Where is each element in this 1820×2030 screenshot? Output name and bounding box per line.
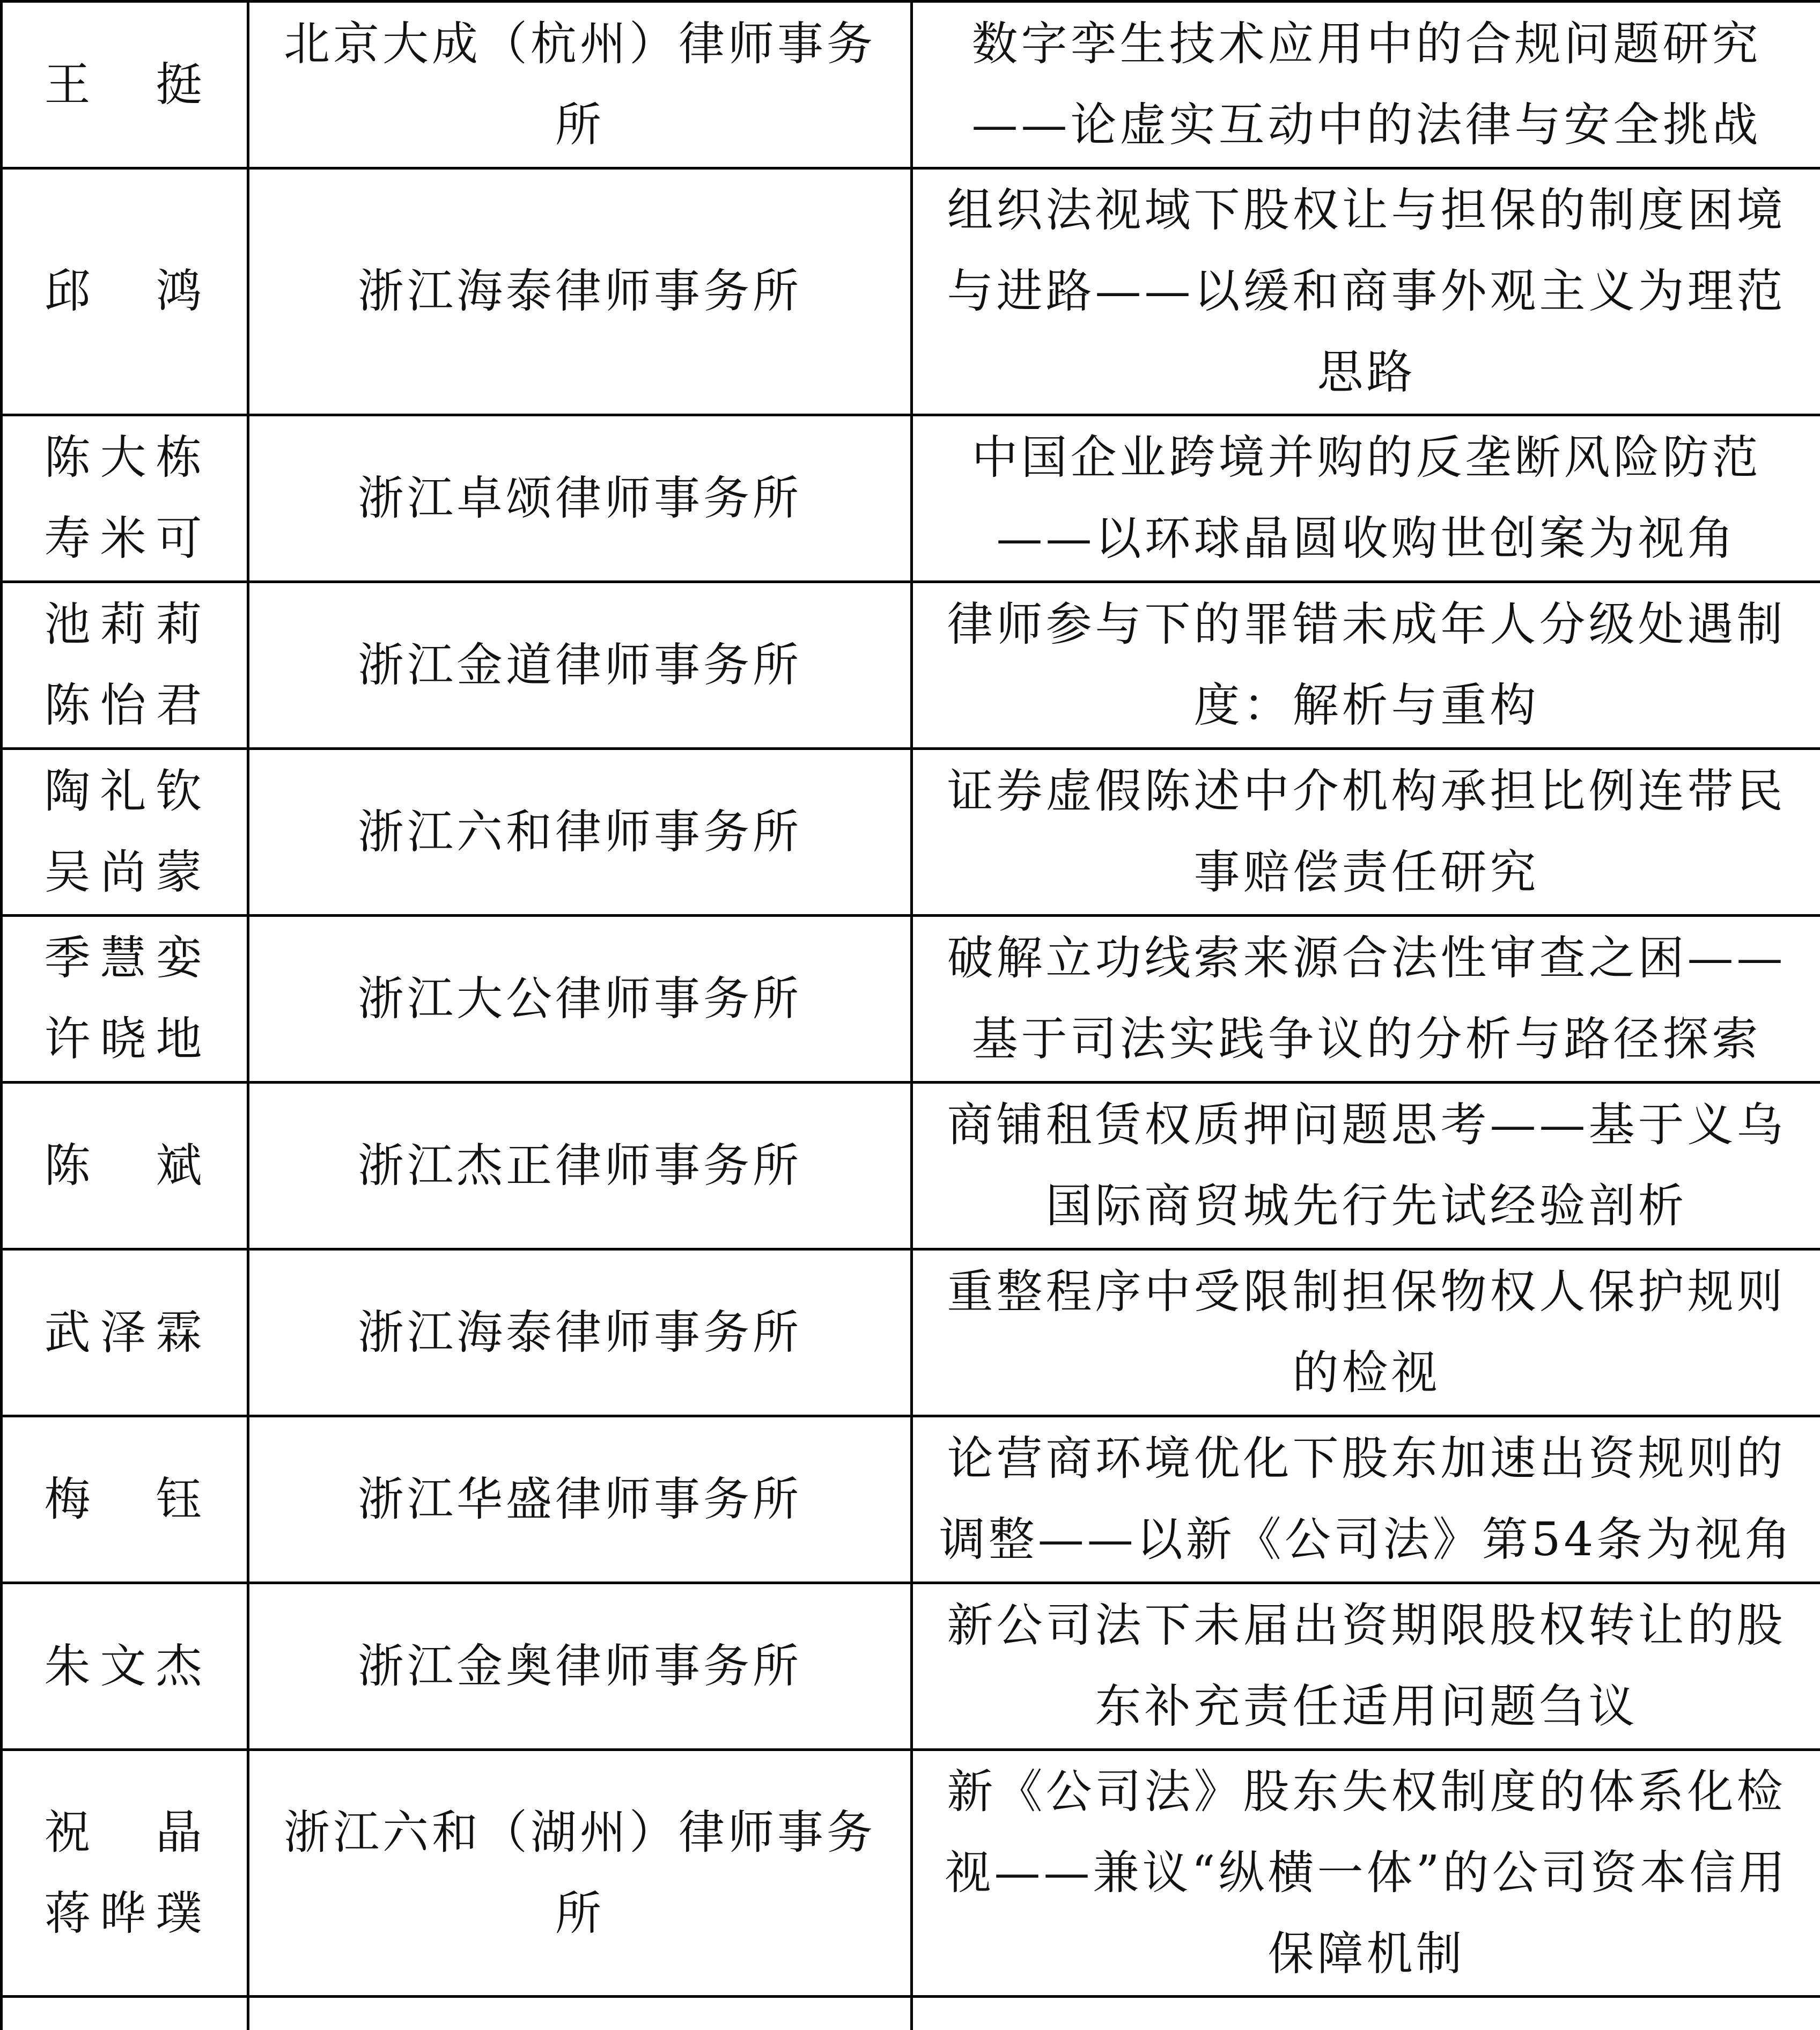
law-firm-name: 浙江大公律师事务所: [264, 959, 895, 1040]
law-firm-cell: [248, 2, 912, 168]
author-cell: [2, 1750, 248, 1997]
law-firm-name: 浙江六和（湖州）律师事务所: [264, 1792, 895, 1954]
author-name: 祝晶: [45, 1792, 205, 1873]
author-cell: [2, 1583, 248, 1750]
author-name: 陈斌: [45, 1126, 205, 1207]
author-name: 陶礼钦: [45, 751, 205, 832]
paper-title: 新《公司法》股东失权制度的体系化检视——兼议“纵横一体”的公司资本信用保障机制: [928, 1752, 1805, 1995]
table-row: [2, 749, 1820, 916]
table-row: [2, 2, 1820, 168]
law-firm-cell: [248, 1083, 912, 1249]
table-row: [2, 1583, 1820, 1750]
table-row: [2, 582, 1820, 749]
paper-title: 论营商环境优化下股东加速出资规则的调整——以新《公司法》第54条为视角: [928, 1418, 1805, 1580]
author-name: 蒋晔璞: [45, 1873, 205, 1954]
paper-title-cell: [912, 1416, 1820, 1583]
law-firm-cell: [248, 168, 912, 415]
paper-title: 证券虚假陈述中介机构承担比例连带民事赔偿责任研究: [928, 751, 1805, 913]
law-firm-cell: [248, 1416, 912, 1583]
paper-title-cell: [912, 749, 1820, 916]
paper-title: 重整程序中受限制担保物权人保护规则的检视: [928, 1252, 1805, 1414]
table-row: [2, 1416, 1820, 1583]
law-firm-cell: [248, 582, 912, 749]
paper-title-cell: [912, 916, 1820, 1083]
table-row: [2, 1249, 1820, 1416]
author-cell: [2, 1416, 248, 1583]
paper-title: 律师参与下的罪错未成年人分级处遇制度：解析与重构: [928, 584, 1805, 746]
author-name: 朱文杰: [45, 1626, 205, 1707]
law-firm-name: 浙江卓颂律师事务所: [264, 458, 895, 539]
author-name: 吴尚蒙: [45, 832, 205, 913]
law-firm-name: 浙江金道律师事务所: [264, 625, 895, 706]
paper-title: 中国企业跨境并购的反垄断风险防范——以环球晶圆收购世创案为视角: [928, 417, 1805, 579]
table-row: [2, 1083, 1820, 1249]
paper-title-cell: [912, 582, 1820, 749]
paper-title: 破解立功线索来源合法性审查之困——基于司法实践争议的分析与路径探索: [928, 918, 1805, 1080]
empty-cell: [248, 1997, 912, 2030]
author-name: 梅钰: [45, 1459, 205, 1540]
paper-title-cell: [912, 1249, 1820, 1416]
author-cell: [2, 1249, 248, 1416]
author-name: 寿米可: [45, 498, 205, 579]
law-firm-cell: [248, 916, 912, 1083]
law-firm-name: 浙江六和律师事务所: [264, 792, 895, 873]
law-firm-name: 浙江华盛律师事务所: [264, 1459, 895, 1540]
author-name: 邱鸿: [45, 251, 205, 332]
author-name: 武泽霖: [45, 1292, 205, 1373]
author-cell: [2, 916, 248, 1083]
table-row: [2, 168, 1820, 415]
author-name: 陈怡君: [45, 665, 205, 746]
law-firm-cell: [248, 415, 912, 582]
table-row: [2, 916, 1820, 1083]
law-firm-name: 北京大成（杭州）律师事务所: [264, 4, 895, 166]
author-name: 陈大栋: [45, 417, 205, 498]
author-cell: [2, 2, 248, 168]
author-name: 池莉莉: [45, 584, 205, 665]
author-cell: [2, 168, 248, 415]
paper-title: 数字孪生技术应用中的合规问题研究——论虚实互动中的法律与安全挑战: [928, 4, 1805, 166]
paper-title: 组织法视域下股权让与担保的制度困境与进路——以缓和商事外观主义为理范思路: [928, 170, 1805, 413]
law-firm-name: 浙江海泰律师事务所: [264, 1292, 895, 1373]
table-row: [2, 1750, 1820, 1997]
author-cell: [2, 582, 248, 749]
law-firm-cell: [248, 1750, 912, 1997]
law-firm-cell: [248, 1583, 912, 1750]
paper-title-cell: [912, 415, 1820, 582]
paper-title-cell: [912, 2, 1820, 168]
paper-title: 商铺租赁权质押问题思考——基于义乌国际商贸城先行先试经验剖析: [928, 1085, 1805, 1247]
paper-title: 新公司法下未届出资期限股权转让的股东补充责任适用问题刍议: [928, 1585, 1805, 1747]
table-row: [2, 415, 1820, 582]
paper-title-cell: [912, 1750, 1820, 1997]
author-cell: [2, 1083, 248, 1249]
empty-cell: [912, 1997, 1820, 2030]
law-firm-cell: [248, 1249, 912, 1416]
paper-title-cell: [912, 1583, 1820, 1750]
empty-cell: [2, 1997, 248, 2030]
law-firm-cell: [248, 749, 912, 916]
table-row-continuation: [2, 1997, 1820, 2030]
author-name: 王挺: [45, 45, 205, 126]
author-name: 季慧娈: [45, 918, 205, 999]
author-cell: [2, 415, 248, 582]
law-firm-name: 浙江海泰律师事务所: [264, 251, 895, 332]
paper-title-cell: [912, 1083, 1820, 1249]
law-firm-name: 浙江金奥律师事务所: [264, 1626, 895, 1707]
law-firm-name: 浙江杰正律师事务所: [264, 1126, 895, 1207]
paper-title-cell: [912, 168, 1820, 415]
author-cell: [2, 749, 248, 916]
author-name: 许晓地: [45, 999, 205, 1080]
